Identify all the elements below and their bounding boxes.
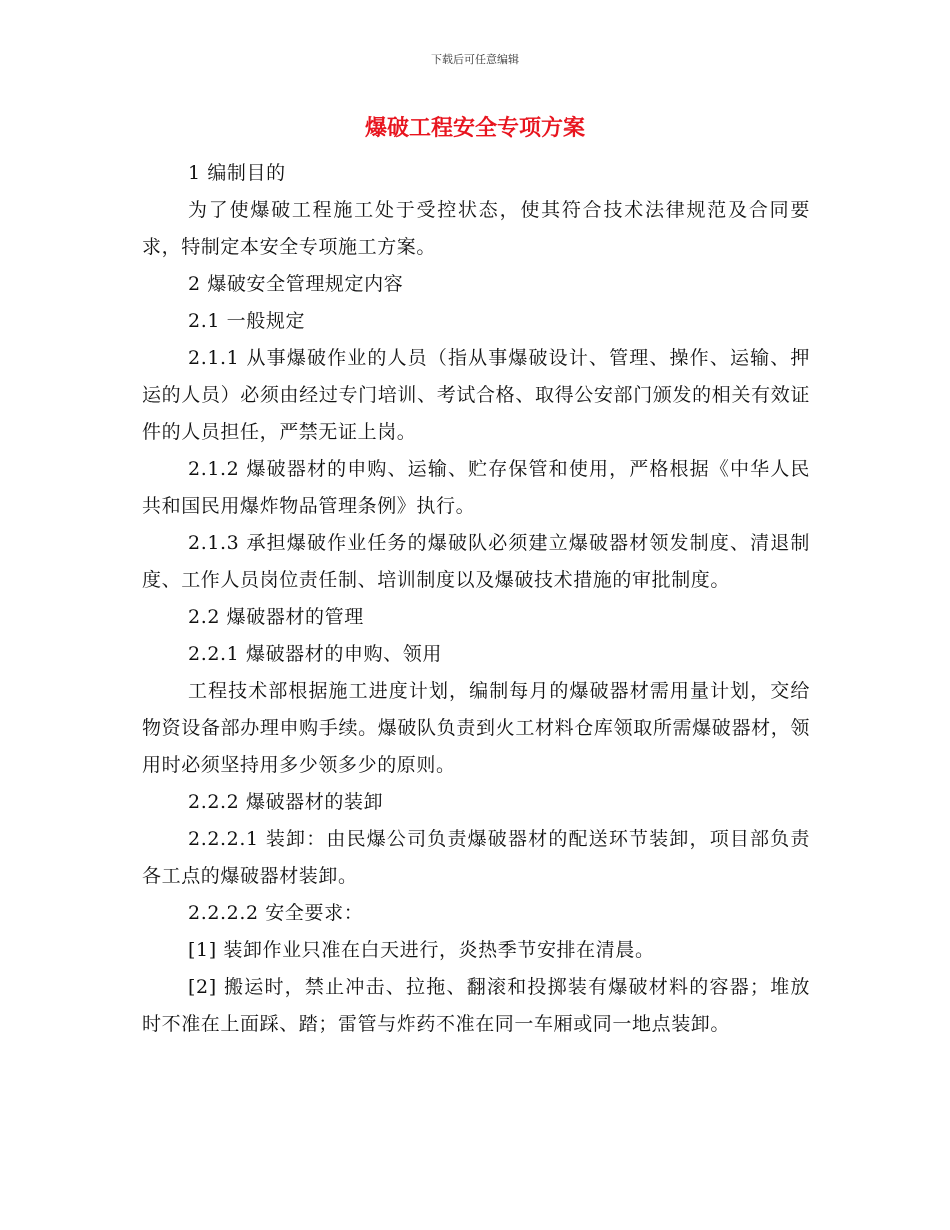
section-heading-safety-rules: 2 爆破安全管理规定内容 [188,273,404,295]
paragraph-procurement: 工程技术部根据施工进度计划，编制每月的爆破器材需用量计划，交给物资设备部办理申购手续。爆破队负责到火工材料仓库领取所需爆破器材，领用时必须坚持用多少领多少的原则。 [142,680,810,776]
paragraph-2-1-2: 2.1.2 爆破器材的申购、运输、贮存保管和使用，严格根据《中华人民共和国民用爆炸物品管理条例》执行。 [142,458,810,517]
header-note: 下载后可任意编辑 [431,53,519,66]
paragraph-2-2-2-2: 2.2.2.2 安全要求： [188,902,364,924]
paragraph-2-1-1: 2.1.1 从事爆破作业的人员（指从事爆破设计、管理、操作、运输、押运的人员）必须由经过专门培训、考试合格、取得公安部门颁发的相关有效证件的人员担任，严禁无证上岗。 [142,347,810,443]
list-item-1: [1] 装卸作业只准在白天进行，炎热季节安排在清晨。 [188,939,655,961]
paragraph-2-1-3: 2.1.3 承担爆破作业任务的爆破队必须建立爆破器材领发制度、清退制度、工作人员岗位责任制、培训制度以及爆破技术措施的审批制度。 [142,532,810,591]
subsection-heading-2-2-2: 2.2.2 爆破器材的装卸 [188,791,384,813]
document-title: 爆破工程安全专项方案 [364,115,585,141]
paragraph-purpose: 为了使爆破工程施工处于受控状态，使其符合技术法律规范及合同要求，特制定本安全专项施工方案。 [142,199,810,258]
subsection-heading-2-2-1: 2.2.1 爆破器材的申购、领用 [188,643,442,665]
list-item-2: [2] 搬运时，禁止冲击、拉拖、翻滚和投掷装有爆破材料的容器；堆放时不准在上面踩、踏；雷管与炸药不准在同一车厢或同一地点装卸。 [142,976,810,1035]
document-body [142,155,810,1043]
paragraph-2-2-2-1: 2.2.2.1 装卸：由民爆公司负责爆破器材的配送环节装卸，项目部负责各工点的爆破器材装卸。 [142,828,810,887]
subsection-heading-materials: 2.2 爆破器材的管理 [188,606,364,628]
section-heading-purpose: 1 编制目的 [188,162,286,184]
subsection-heading-general: 2.1 一般规定 [188,310,306,332]
